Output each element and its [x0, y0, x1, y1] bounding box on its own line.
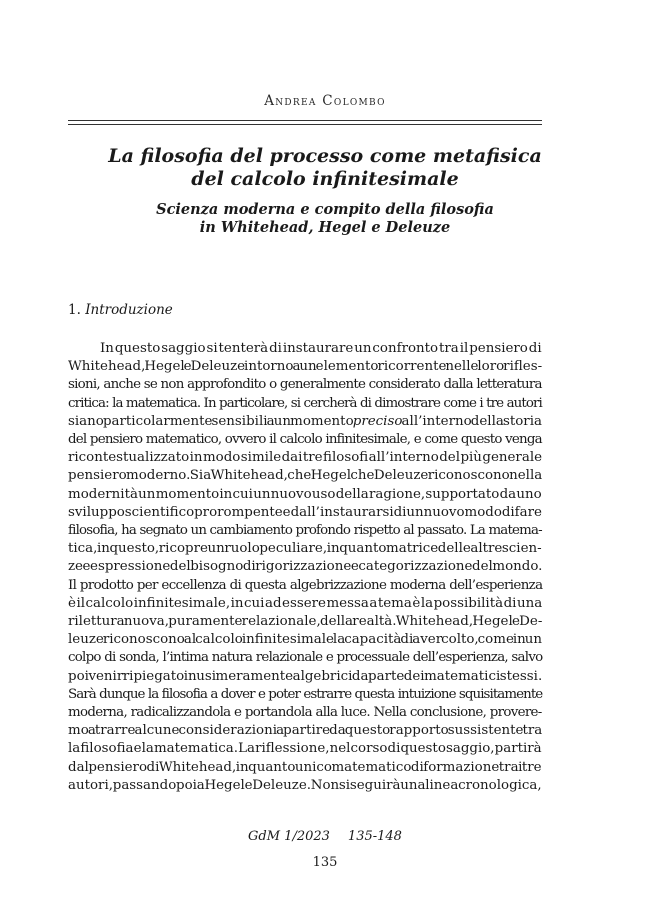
- body-line: rilettura nuova, puramente relazionale, della realtà. Whitehead, Hegel e De-: [68, 614, 543, 630]
- page-range: 135-148: [347, 829, 402, 844]
- body-line: Sarà dunque la filosofia a dover e poter estrarre questa intuizione squisitamente: [68, 686, 543, 702]
- body-line: Il prodotto per eccellenza di questa algebrizzazione moderna dell’esperienza: [68, 577, 543, 593]
- body-line: autori, passando poi a Hegel e Deleuze. Non si seguirà una linea cronologica,: [68, 777, 542, 793]
- body-text-segment: all’interno della storia: [402, 413, 542, 429]
- subtitle-line-2: in Whitehead, Hegel e Deleuze: [199, 219, 451, 236]
- footer-journal-info: [0, 829, 650, 844]
- body-line: tica, in questo, ricopre un ruolo peculiare, in quanto matrice delle altre scien-: [68, 541, 542, 557]
- body-line: del pensiero matematico, ovvero il calcolo infinitesimale, e come questo venga: [68, 432, 542, 448]
- section-heading: [68, 302, 173, 318]
- body-line: pensiero moderno. Sia Whitehead, che Hegel che Deleuze riconoscono nella: [68, 468, 543, 484]
- article-subtitle: [0, 201, 650, 237]
- body-line: sioni, anche se non approfondito o generalmente considerato dalla letteratura: [68, 377, 542, 393]
- journal-issue: GdM 1/2023: [248, 829, 330, 844]
- title-line-1: La filosofia del processo come metafisica: [108, 145, 542, 167]
- body-line: critica: la matematica. In particolare, si cercherà di dimostrare come i tre autori: [68, 395, 542, 411]
- title-line-2: del calcolo infinitesimale: [191, 168, 459, 190]
- body-line: filosofia, ha segnato un cambiamento profondo rispetto al passato. La matema-: [68, 523, 542, 539]
- body-line: sviluppo scientifico prorompente e dall’instaurarsi di un nuovo modo di fare: [68, 504, 542, 520]
- header-rule-top: [68, 120, 542, 121]
- body-line: leuze riconoscono al calcolo infinitesimale la capacità di aver colto, come in un: [68, 632, 543, 648]
- emphasis-preciso: preciso: [352, 413, 403, 429]
- body-line: Whitehead, Hegel e Deleuze intorno a un elemento ricorrente nelle loro rifles-: [68, 359, 543, 375]
- body-line: mo a trarre alcune considerazioni a partire da questo rapporto sussistente tra: [68, 723, 543, 739]
- body-line: [68, 413, 542, 431]
- page-number: 135: [312, 855, 338, 870]
- article-title: [0, 145, 650, 191]
- body-line: è il calcolo infinitesimale, in cui ad essere messa a tema è la possibilità di una: [68, 595, 543, 611]
- body-text-segment: siano particolarmente sensibili a un momento: [68, 413, 353, 429]
- body-line: ze e espressione del bisogno di rigorizzazione e categorizzazione del mondo.: [68, 559, 543, 575]
- body-line: la filosofia e la matematica. La riflessione, nel corso di questo saggio, partirà: [68, 741, 542, 757]
- body-paragraph: [68, 340, 542, 795]
- body-line: moderna, radicalizzandola e portandola alla luce. Nella conclusione, provere-: [68, 705, 542, 721]
- body-line: ricontestualizzato in modo simile dai tre filosofi all’interno del più generale: [68, 450, 543, 466]
- section-number: 1.: [68, 302, 81, 318]
- section-name: Introduzione: [85, 302, 173, 318]
- body-line: poi venir ripiegato in usi meramente algebrici da parte dei matematici stessi.: [68, 668, 543, 684]
- body-line: modernità un momento in cui un nuovo uso della ragione, supportato da uno: [68, 486, 542, 502]
- body-line: In questo saggio si tenterà di instaurare un confronto tra il pensiero di: [100, 341, 542, 356]
- body-line: colpo di sonda, l’intima natura relazionale e processuale dell’esperienza, salvo: [68, 650, 543, 666]
- header-rule-bottom: [68, 124, 542, 125]
- running-head-author: Andrea Colombo: [264, 93, 386, 109]
- body-line: dal pensiero di Whitehead, in quanto unico matematico di formazione tra i tre: [68, 759, 542, 775]
- subtitle-line-1: Scienza moderna e compito della filosofia: [156, 201, 494, 218]
